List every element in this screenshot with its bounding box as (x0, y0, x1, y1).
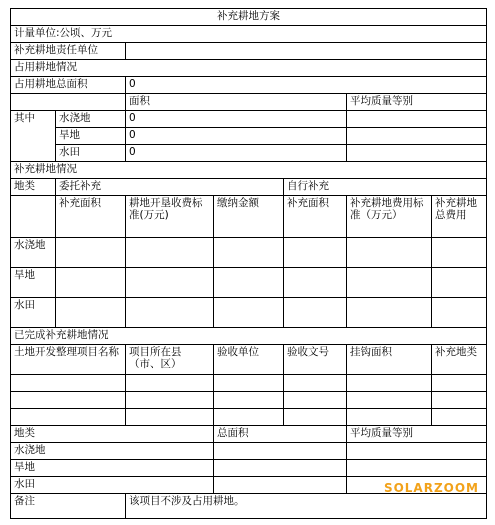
cell (11, 392, 126, 409)
supplement-row-type: 水田 (11, 298, 56, 328)
cell (432, 238, 487, 268)
remark-label: 备注 (11, 494, 126, 519)
watermark-logo: SOLARZOOM (383, 481, 479, 495)
cell (432, 298, 487, 328)
remark-text: 该项目不涉及占用耕地。 (126, 494, 487, 519)
cell (214, 460, 347, 477)
cell (347, 375, 432, 392)
cell (432, 268, 487, 298)
cell (347, 392, 432, 409)
cell (284, 238, 347, 268)
responsible-unit-label: 补充耕地责任单位 (11, 43, 126, 60)
cell (214, 392, 284, 409)
cell (347, 238, 432, 268)
cell (56, 298, 126, 328)
cell (432, 409, 487, 426)
cell (214, 238, 284, 268)
occupy-total-value: 0 (126, 77, 487, 94)
entrusted-col-area: 补充面积 (56, 196, 126, 238)
occupy-header-blank (11, 94, 126, 111)
occupy-area: 0 (126, 111, 347, 128)
cell (214, 477, 347, 494)
cell (214, 409, 284, 426)
cell (56, 268, 126, 298)
supplement-section-title: 补充耕地情况 (11, 162, 487, 179)
cell (11, 375, 126, 392)
supplement-type-label: 地类 (11, 179, 56, 196)
plan-table (10, 8, 487, 519)
occupy-quality (347, 111, 487, 128)
self-col-fee-standard: 补充耕地费用标准（万元） (347, 196, 432, 238)
cell (126, 409, 214, 426)
occupy-area: 0 (126, 128, 347, 145)
occupy-total-label: 占用耕地总面积 (11, 77, 126, 94)
occupy-area-header: 面积 (126, 94, 347, 111)
completed-col-county: 项目所在县（市、区） (126, 345, 214, 375)
entrusted-label: 委托补充 (56, 179, 284, 196)
cell (56, 238, 126, 268)
cell (284, 392, 347, 409)
completed-section-title: 已完成补充耕地情况 (11, 328, 487, 345)
cell (126, 298, 214, 328)
cell (284, 298, 347, 328)
form-title: 补充耕地方案 (11, 9, 487, 26)
units-note: 计量单位:公顷、万元 (11, 26, 487, 43)
summary-row-type: 水田 (11, 477, 214, 494)
summary-row-type: 旱地 (11, 460, 214, 477)
cell (284, 409, 347, 426)
occupy-type: 水田 (56, 145, 126, 162)
supplement-row-type: 旱地 (11, 268, 56, 298)
plan-form (10, 8, 486, 518)
cell (126, 268, 214, 298)
occupy-quality (347, 145, 487, 162)
cell (284, 268, 347, 298)
cell (347, 268, 432, 298)
supplement-row-type: 水浇地 (11, 238, 56, 268)
cell (347, 443, 487, 460)
cell (214, 298, 284, 328)
supplement-col-blank (11, 196, 56, 238)
cell (126, 238, 214, 268)
summary-row-type: 水浇地 (11, 443, 214, 460)
summary-type-label: 地类 (11, 426, 214, 443)
responsible-unit-value (126, 43, 487, 60)
cell (214, 443, 347, 460)
completed-col-acceptance-doc: 验收文号 (284, 345, 347, 375)
occupy-type: 旱地 (56, 128, 126, 145)
cell (11, 409, 126, 426)
cell (214, 375, 284, 392)
completed-col-project-name: 土地开发整理项目名称 (11, 345, 126, 375)
cell (126, 375, 214, 392)
occupy-type: 水浇地 (56, 111, 126, 128)
cell (347, 409, 432, 426)
cell (126, 392, 214, 409)
occupy-quality-header: 平均质量等别 (347, 94, 487, 111)
cell (347, 298, 432, 328)
cell (214, 268, 284, 298)
cell (432, 375, 487, 392)
cell (347, 460, 487, 477)
summary-quality-label: 平均质量等别 (347, 426, 487, 443)
completed-col-acceptance-unit: 验收单位 (214, 345, 284, 375)
self-col-total-fee: 补充耕地总费用 (432, 196, 487, 238)
cell (432, 392, 487, 409)
among-label: 其中 (11, 111, 56, 162)
self-supplement-label: 自行补充 (284, 179, 487, 196)
occupy-area: 0 (126, 145, 347, 162)
occupy-section-title: 占用耕地情况 (11, 60, 487, 77)
summary-total-area-label: 总面积 (214, 426, 347, 443)
entrusted-col-paid-amount: 缴纳金额 (214, 196, 284, 238)
cell (284, 375, 347, 392)
entrusted-col-fee-standard: 耕地开垦收费标准(万元) (126, 196, 214, 238)
occupy-quality (347, 128, 487, 145)
completed-col-land-type: 补充地类 (432, 345, 487, 375)
completed-col-linked-area: 挂钩面积 (347, 345, 432, 375)
self-col-area: 补充面积 (284, 196, 347, 238)
